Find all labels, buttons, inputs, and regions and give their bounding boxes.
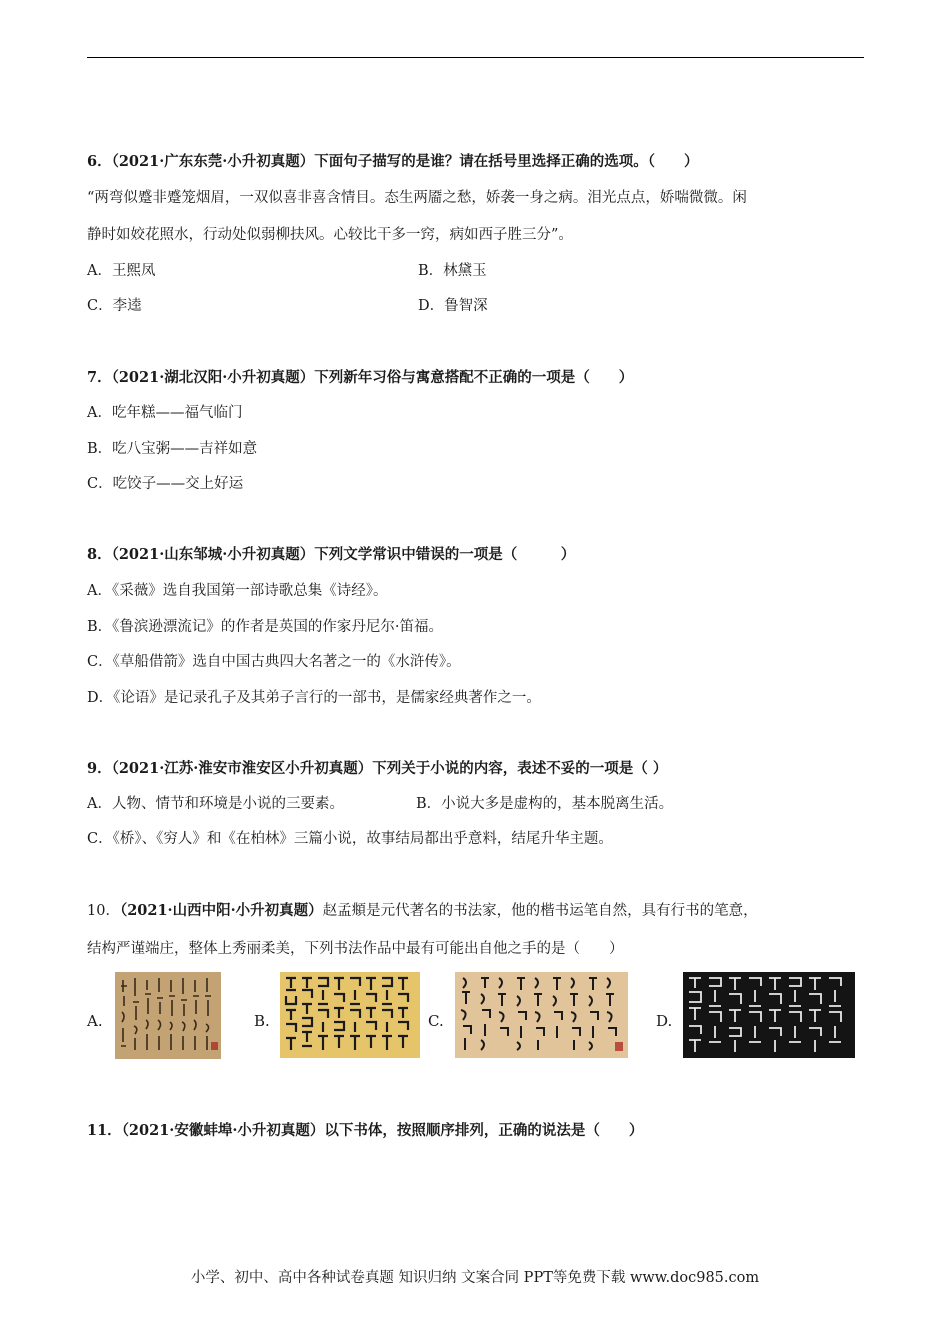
question-9: [87, 759, 867, 779]
question-6: [87, 152, 867, 172]
question-6-option-c[interactable]: C．李逵: [87, 298, 142, 314]
question-stem: 下面句子描写的是谁？请在括号里选择正确的选项。（ ）: [314, 153, 699, 170]
question-source: （2021·安徽蚌埠·小升初真题）: [121, 1122, 325, 1139]
page-footer: 小学、初中、高中各种试卷真题 知识归纳 文案合同 PPT等免费下载 www.doc985.com: [190, 1270, 760, 1286]
question-stem: 以下书体，按照顺序排列，正确的说法是（ ）: [324, 1122, 644, 1139]
question-8-option-a[interactable]: A．《采薇》选自我国第一部诗歌总集《诗经》。: [87, 583, 388, 599]
question-7-header: [87, 368, 867, 388]
question-8-option-c[interactable]: C．《草船借箭》选自中国古典四大名著之一的《水浒传》。: [87, 654, 461, 670]
question-6-option-d[interactable]: D．鲁智深: [418, 298, 488, 314]
question-9-option-b[interactable]: B．小说大多是虚构的，基本脱离生活。: [416, 796, 674, 812]
calligraphy-image-d[interactable]: [683, 972, 855, 1058]
question-source: （2021·山西中阳·小升初真题）: [119, 902, 323, 919]
question-10-option-b-label[interactable]: B.: [254, 1012, 270, 1030]
question-number: 9．: [87, 760, 112, 777]
question-9-option-a[interactable]: A．人物、情节和环境是小说的三要素。: [87, 796, 344, 812]
question-9-header: [87, 759, 867, 779]
question-number: 8．: [87, 546, 112, 563]
question-11-header: [87, 1121, 867, 1141]
calligraphy-image-a[interactable]: [115, 972, 221, 1059]
question-10-option-a-label[interactable]: A.: [87, 1012, 103, 1030]
question-stem: 下列关于小说的内容，表述不妥的一项是（ ）: [372, 760, 668, 777]
question-9-option-c[interactable]: C．《桥》、《穷人》和《在柏林》三篇小说，故事结局都出乎意料，结尾升华主题。: [87, 831, 613, 847]
question-number: 7．: [87, 369, 112, 386]
question-7-option-a[interactable]: A．吃年糕——福气临门: [87, 405, 243, 421]
question-number: 6．: [87, 153, 112, 170]
question-6-option-b[interactable]: B．林黛玉: [418, 263, 487, 279]
question-number: 10．: [87, 903, 120, 919]
question-source: （2021·湖北汉阳·小升初真题）: [111, 369, 315, 386]
question-6-option-a[interactable]: A．王熙凤: [87, 263, 156, 279]
question-10-option-d-label[interactable]: D.: [656, 1012, 673, 1030]
question-8-header: [87, 545, 867, 565]
calligraphy-image-b[interactable]: [280, 972, 420, 1058]
question-source: （2021·山东邹城·小升初真题）: [111, 546, 315, 563]
question-10-header: [87, 901, 867, 921]
question-stem: 赵孟頫是元代著名的书法家，他的楷书运笔自然，具有行书的笔意，: [322, 903, 758, 919]
question-stem: 下列新年习俗与寓意搭配不正确的一项是（ ）: [314, 369, 634, 386]
question-10: [87, 901, 867, 921]
question-11: [87, 1121, 867, 1141]
question-stem: 下列文学常识中错误的一项是（ ）: [314, 546, 576, 563]
question-6-passage-line-1: “两弯似蹙非蹙笼烟眉，一双似喜非喜含情目。态生两靥之愁，娇袭一身之病。泪光点点，娇喘微微。闲: [87, 190, 747, 206]
question-source: （2021·广东东莞·小升初真题）: [111, 153, 315, 170]
question-10-option-c-label[interactable]: C.: [428, 1012, 444, 1030]
question-8: [87, 545, 867, 565]
question-10-stem-line-2: 结构严谨端庄，整体上秀丽柔美，下列书法作品中最有可能出自他之手的是（ ）: [87, 941, 624, 957]
question-6-passage-line-2: 静时如姣花照水，行动处似弱柳扶风。心较比干多一窍，病如西子胜三分”。: [87, 227, 573, 243]
question-8-option-d[interactable]: D．《论语》是记录孔子及其弟子言行的一部书，是儒家经典著作之一。: [87, 690, 541, 706]
calligraphy-image-c[interactable]: [455, 972, 628, 1058]
question-7-option-c[interactable]: C．吃饺子——交上好运: [87, 476, 244, 492]
question-6-header: [87, 152, 867, 172]
question-8-option-b[interactable]: B．《鲁滨逊漂流记》的作者是英国的作家丹尼尔·笛福。: [87, 619, 444, 635]
question-number: 11．: [87, 1122, 122, 1139]
question-source: （2021·江苏·淮安市淮安区小升初真题）: [111, 760, 373, 777]
header-rule: [87, 57, 864, 58]
question-7-option-b[interactable]: B．吃八宝粥——吉祥如意: [87, 441, 258, 457]
question-7: [87, 368, 867, 388]
